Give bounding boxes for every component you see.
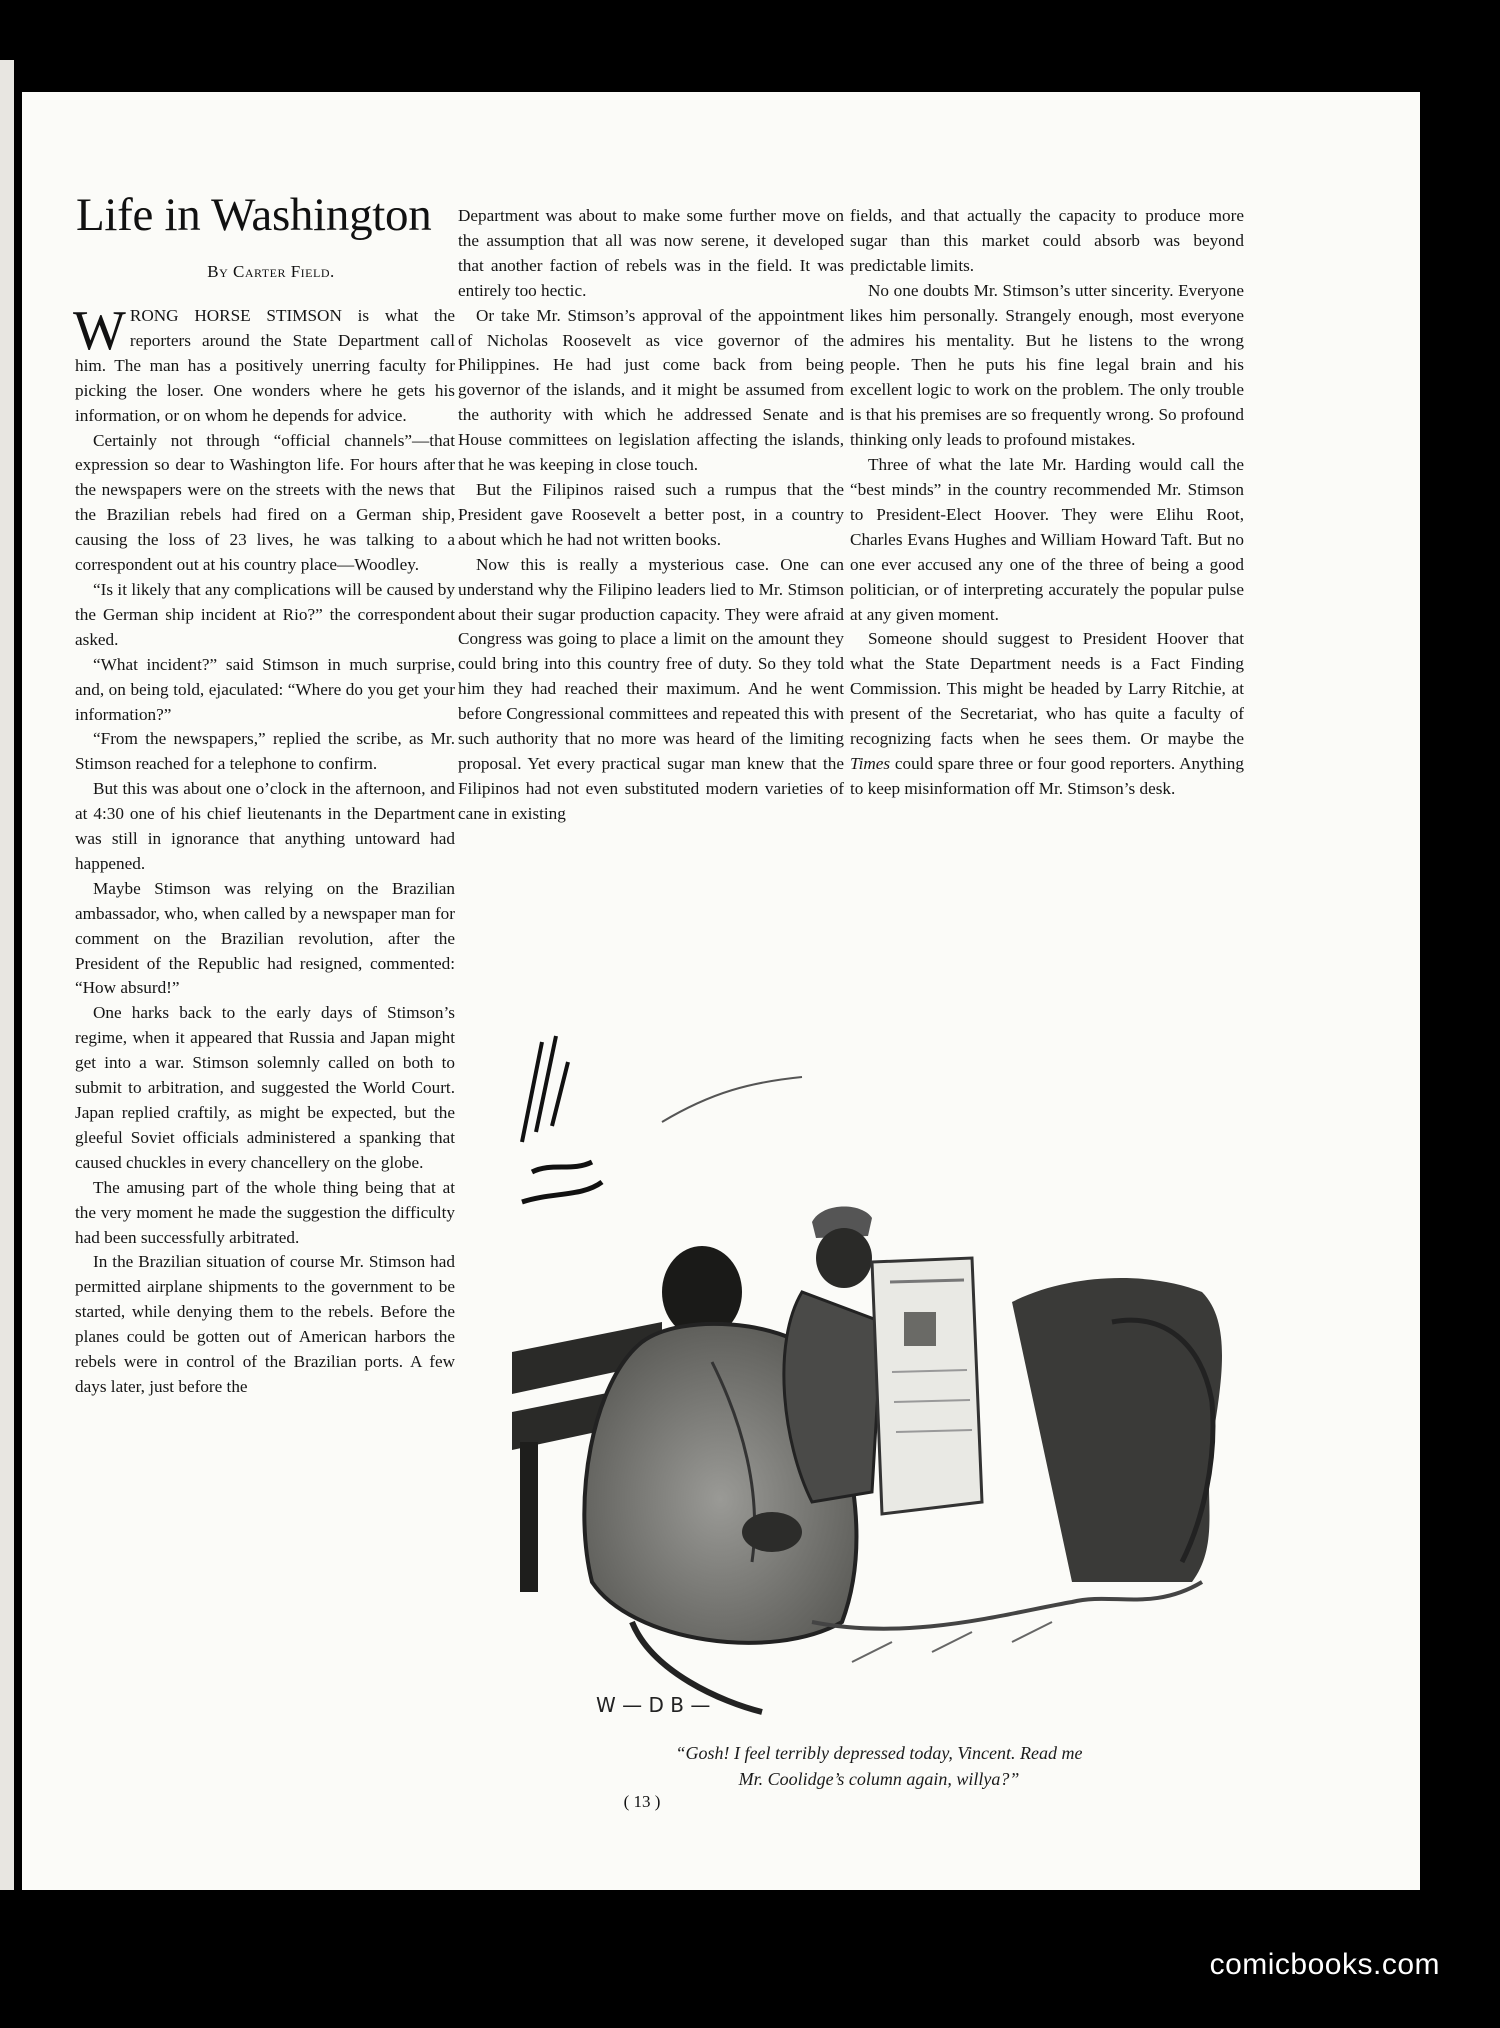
paragraph: One harks back to the early days of Stimson’s regime, when it appeared that Russia and Japan might get into a war. Stimson solemnly called on both to submit to arbitration, and suggested the World Court. Japan replied craftily, as might be expected, but the gleeful Soviet officials administered a spanking that caused chuckles in every chancellery on the globe. <box>75 1003 455 1172</box>
site-watermark: comicbooks.com <box>1209 1948 1440 1981</box>
article-column-2 <box>458 204 844 827</box>
article-byline: By Carter Field. <box>207 262 335 281</box>
paragraph: Maybe Stimson was relying on the Brazilian ambassador, who, when called by a newspaper man for comment on the Brazilian revolution, after the President of the Republic had resigned, commented: “How absurd!” <box>75 878 455 998</box>
paragraph: Three of what the late Mr. Harding would call the “best minds” in the country recommended Mr. Stimson to President-Elect Hoover. They were Elihu Root, Charles Evans Hughes and William Howard Taft. But no one ever accused any one of the three of being a good politician, or of interpreting accurately the popular pulse at any given moment. <box>850 455 1244 624</box>
tree-foliage <box>1012 1278 1222 1582</box>
newspaper <box>872 1258 982 1514</box>
cartoon-caption <box>512 1740 1246 1792</box>
paragraph: Someone should suggest to President Hoover that what the State Department needs is a Fact Finding Commission. This might be headed by Larry Ritchie, at present of the Secretariat, who has quite a faculty of recognizing facts when he sees them. Or maybe the Times could spare three or four good reporters. Anything to keep misinformation off Mr. Stimson’s desk. <box>850 629 1244 798</box>
scan-edge <box>0 60 14 1890</box>
caption-line-1: “Gosh! I feel terribly depressed today, Vincent. Read me <box>675 1743 1083 1763</box>
newspaper-title: Times <box>850 753 891 773</box>
paragraph: But the Filipinos raised such a rumpus that the President gave Roosevelt a better post, in a country about which he had not written books. <box>458 479 844 549</box>
scribble-top-left <box>522 1036 802 1202</box>
paragraph: “What incident?” said Stimson in much surprise, and, on being told, ejaculated: “Where do you get your information?” <box>75 654 455 724</box>
artist-signature: W — D B — <box>596 1693 711 1717</box>
ground-hatching <box>812 1582 1202 1662</box>
paragraph: Certainly not through “official channels”—that expression so dear to Washington life. For hours after the newspapers were on the streets with the news that the Brazilian rebels had fired on a German ship, causing the loss of 23 lives, he was talking to a correspondent out at his country place—Woodley. <box>75 430 455 575</box>
paragraph: “From the newspapers,” replied the scribe, as Mr. Stimson reached for a telephone to confirm. <box>75 729 455 774</box>
article-column-3 <box>850 204 1244 802</box>
man-reading-right <box>784 1206 882 1502</box>
paragraph: The amusing part of the whole thing being that at the very moment he made the suggestion the difficulty had been successfully arbitrated. <box>75 1177 455 1247</box>
paragraph: But this was about one o’clock in the afternoon, and at 4:30 one of his chief lieutenants in the Department was still in ignorance that anything untoward had happened. <box>75 779 455 873</box>
paragraph: Department was about to make some further move on the assumption that all was now serene, it developed that another faction of rebels was in the field. It was entirely too hectic. <box>458 206 844 300</box>
page-number: ( 13 ) <box>623 1792 661 1811</box>
paragraph: fields, and that actually the capacity to produce more sugar than this market could absorb was beyond predictable limits. <box>850 206 1244 275</box>
paragraph: No one doubts Mr. Stimson’s utter sincerity. Everyone likes him personally. Strangely enough, most everyone admires his mentality. But he listens to the wrong people. Then he puts his fine legal brain and his excellent logic to work on the problem. The only trouble is that his premises are so frequently wrong. So profound thinking only leads to profound mistakes. <box>850 280 1244 450</box>
drop-cap: W <box>73 300 126 362</box>
cartoon-illustration <box>512 1022 1246 1722</box>
paragraph: “Is it likely that any complications will be caused by the German ship incident at Rio?” the correspondent asked. <box>75 579 455 649</box>
paragraph: Or take Mr. Stimson’s approval of the appointment of Nicholas Roosevelt as vice governor of the Philippines. He had just come back from being governor of the islands, and it might be assumed from the authority with which he addressed Senate and House committees on legislation affecting the islands, that he was keeping in close touch. <box>458 305 844 475</box>
article-column-1 <box>73 300 455 1844</box>
paragraph: Now this is really a mysterious case. One can understand why the Filipino leaders lied to Mr. Stimson about their sugar production capacity. They were afraid Congress was going to place a limit on the amount they could bring into this country free of duty. So they told him they had reached their maximum. And he went before Congressional committees and repeated this with such authority that no more was heard of the limiting proposal. Yet every practical sugar man knew that the Filipinos had not even substituted modern varieties of cane in existing <box>458 554 844 823</box>
article-title: Life in Washington <box>76 189 432 241</box>
magazine-page <box>22 92 1420 1890</box>
paragraph: In the Brazilian situation of course Mr. Stimson had permitted airplane shipments to the government to be started, while denying them to the rebels. Before the planes could be gotten out of American harbors the rebels were in control of the Brazilian ports. A few days later, just before the <box>75 1252 455 1396</box>
caption-line-2: Mr. Coolidge’s column again, willya?” <box>738 1769 1020 1789</box>
opening-paragraph: WRONG HORSE STIMSON is what the reporters around the State Department call him. The man has a positively unerring faculty for picking the loser. One wonders where he gets his information, or on whom he depends for advice. <box>73 300 455 425</box>
bench-scene-drawing <box>512 1022 1246 1722</box>
